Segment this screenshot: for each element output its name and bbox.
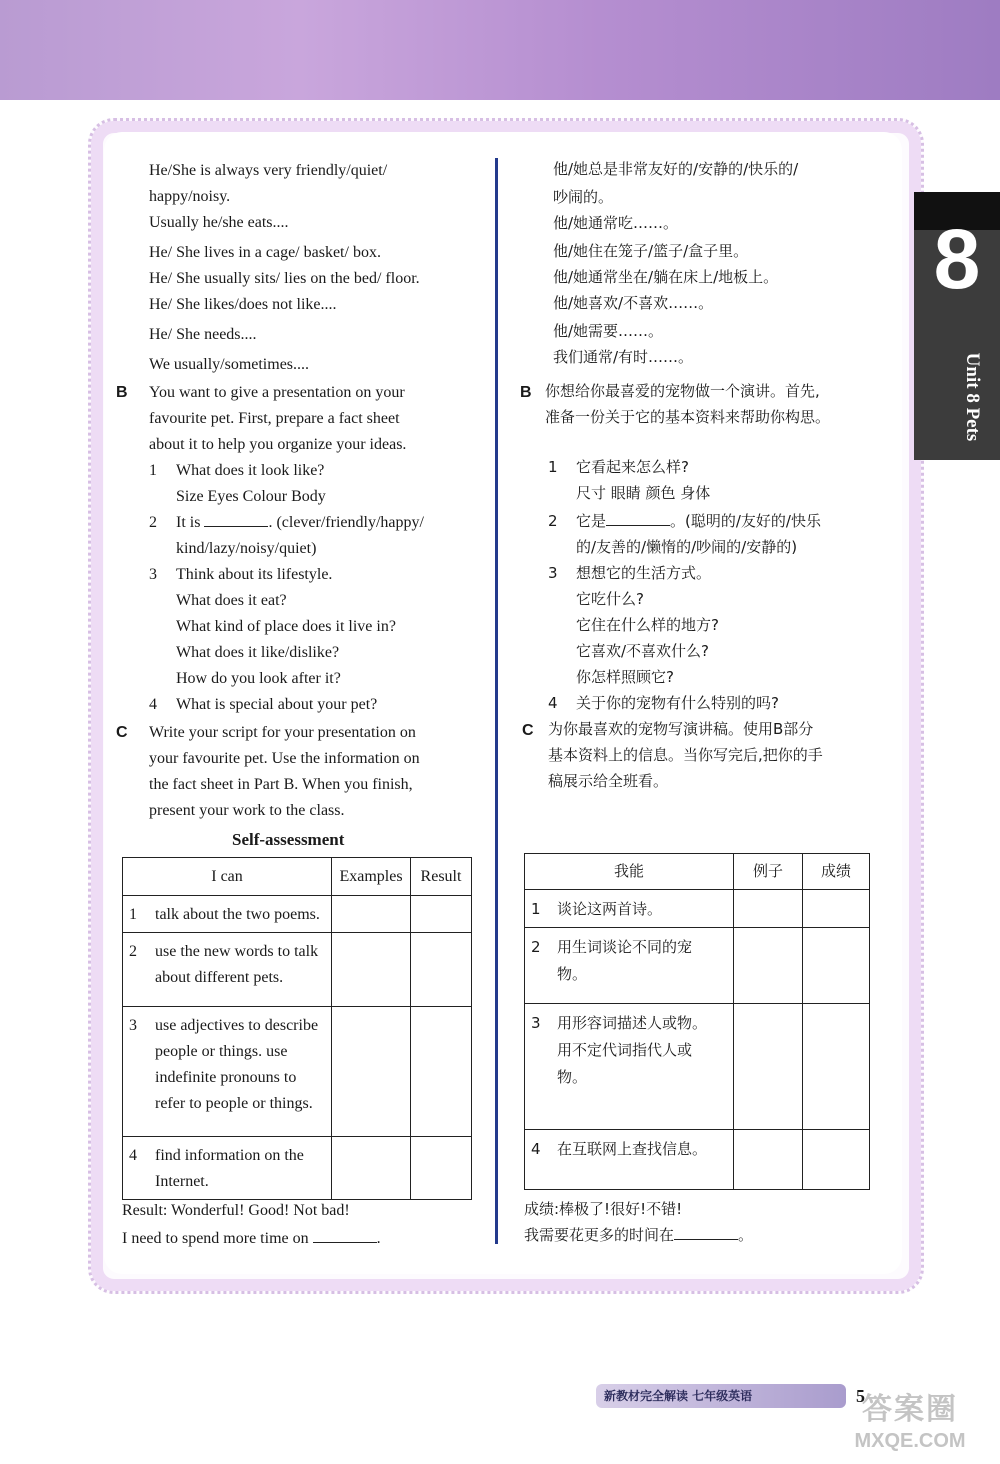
row-text: find information on the Internet. (155, 1147, 304, 1190)
table-row (123, 1007, 472, 1137)
right-q2 (576, 508, 821, 534)
right-spend-line: 我需要花更多的时间在 。 (524, 1222, 753, 1248)
table-row (525, 928, 870, 1004)
left-c-text-2: your favourite pet. Use the information on (149, 750, 420, 767)
left-result-line: Result: Wonderful! Good! Not bad! (122, 1202, 350, 1219)
right-c-text-1: 为你最喜欢的宠物写演讲稿。使用B部分 (548, 720, 814, 738)
result-cell[interactable] (411, 933, 472, 1007)
right-q3-sub-2: 它住在什么样的地方? (576, 616, 719, 634)
right-q1-num: 1 (548, 458, 558, 476)
left-line-1: He/She is always very friendly/quiet/ (149, 162, 388, 179)
right-q3-sub-1: 它吃什么? (576, 590, 644, 608)
left-c-text-3: the fact sheet in Part B. When you finish, (149, 776, 413, 793)
left-section-c-letter: C (116, 724, 128, 741)
left-q2-blank[interactable] (204, 510, 268, 527)
row-number: 1 (531, 900, 541, 918)
footer-book-title: 新教材完全解读 七年级英语 (604, 1389, 753, 1403)
row-text: 用生词谈论不同的宠物。 (557, 938, 693, 983)
row-text: use adjectives to describe people or things. use indefinite pronouns to refer to people or things. (155, 1017, 319, 1112)
table-row (525, 1130, 870, 1190)
left-line-5: He/ She usually sits/ lies on the bed/ floor. (149, 270, 420, 287)
left-spend-blank[interactable] (313, 1226, 377, 1243)
left-q3-sub-3: What does it like/dislike? (176, 644, 340, 661)
right-q3-sub-3: 它喜欢/不喜欢什么? (576, 642, 710, 660)
right-c-text-2: 基本资料上的信息。当你写完后,把你的手 (548, 746, 823, 764)
chapter-number: 8 (933, 212, 981, 306)
result-cell[interactable] (803, 1004, 870, 1130)
watermark-logo: 答案圈 (862, 1393, 958, 1426)
right-line-8: 我们通常/有时……。 (553, 348, 694, 366)
left-q2-cont: kind/lazy/noisy/quiet) (176, 540, 317, 557)
table-cell (123, 1137, 332, 1200)
table-cell (525, 890, 734, 928)
result-cell[interactable] (803, 928, 870, 1004)
left-q3-sub-1: What does it eat? (176, 592, 287, 609)
left-q3-sub-4: How do you look after it? (176, 670, 341, 687)
header-wo-neng: 我能 (525, 854, 734, 890)
table-row (525, 890, 870, 928)
right-q2-blank[interactable] (606, 509, 670, 526)
page-number: 5 (856, 1386, 865, 1406)
examples-cell[interactable] (734, 928, 803, 1004)
row-text: talk about the two poems. (155, 906, 320, 923)
right-q2-post: 。(聪明的/友好的/快乐 (670, 512, 821, 530)
left-line-6: He/ She likes/does not like.... (149, 296, 337, 313)
table-row (123, 933, 472, 1007)
left-spend-text: I need to spend more time on (122, 1230, 309, 1247)
left-q1: What does it look like? (176, 462, 325, 479)
examples-cell[interactable] (734, 1130, 803, 1190)
row-text: use the new words to talk about different pets. (155, 943, 319, 986)
left-section-b-letter: B (116, 384, 128, 401)
left-line-7: He/ She needs.... (149, 326, 257, 343)
watermark-url: MXQE.COM (854, 1430, 966, 1452)
left-q2-pre: It is (176, 514, 201, 531)
left-q3: Think about its lifestyle. (176, 566, 333, 583)
right-q4: 关于你的宠物有什么特别的吗? (576, 694, 779, 712)
column-divider (495, 158, 498, 1244)
right-result-line: 成绩:棒极了!很好!不错! (524, 1200, 683, 1218)
table-cell (525, 1130, 734, 1190)
right-q1-sub: 尺寸 眼睛 颜色 身体 (576, 484, 711, 502)
table-row (123, 1137, 472, 1200)
left-b-text-1: You want to give a presentation on your (149, 384, 405, 401)
right-line-2: 吵闹的。 (553, 188, 614, 206)
left-q1-sub: Size Eyes Colour Body (176, 488, 326, 505)
examples-cell[interactable] (332, 933, 411, 1007)
left-q4-num: 4 (149, 696, 157, 713)
examples-cell[interactable] (332, 896, 411, 933)
left-q2 (176, 510, 424, 536)
left-line-8: We usually/sometimes.... (149, 356, 310, 373)
header-i-can: I can (123, 858, 332, 896)
result-cell[interactable] (803, 890, 870, 928)
table-cell (123, 896, 332, 933)
examples-cell[interactable] (734, 890, 803, 928)
row-text: 在互联网上查找信息。 (557, 1140, 708, 1158)
left-q1-num: 1 (149, 462, 157, 479)
left-c-text-1: Write your script for your presentation on (149, 724, 416, 741)
right-line-4: 他/她住在笼子/篮子/盒子里。 (553, 242, 749, 260)
row-text: 谈论这两首诗。 (557, 900, 663, 918)
right-q2-pre: 它是 (576, 512, 607, 530)
header-chengji: 成绩 (803, 854, 870, 890)
header-examples: Examples (332, 858, 411, 896)
right-q1: 它看起来怎么样? (576, 458, 689, 476)
right-q3: 想想它的生活方式。 (576, 564, 712, 582)
row-number: 1 (129, 906, 137, 923)
left-b-text-2: favourite pet. First, prepare a fact sheet (149, 410, 400, 427)
right-line-5: 他/她通常坐在/躺在床上/地板上。 (553, 268, 779, 286)
right-q2-cont: 的/友善的/懒惰的/吵闹的/安静的) (576, 538, 798, 556)
table-cell (123, 933, 332, 1007)
result-cell[interactable] (411, 1137, 472, 1200)
row-text: 用形容词描述人或物。用不定代词指代人或物。 (557, 1014, 708, 1086)
examples-cell[interactable] (332, 1137, 411, 1200)
table-row (123, 896, 472, 933)
left-q2-post: . (clever/friendly/happy/ (268, 514, 424, 531)
self-assessment-table-zh (524, 853, 870, 1190)
right-b-text-2: 准备一份关于它的基本资料来帮助你构思。 (545, 408, 831, 426)
right-line-7: 他/她需要……。 (553, 322, 664, 340)
right-b-text-1: 你想给你最喜爱的宠物做一个演讲。首先, (545, 382, 820, 400)
right-spend-blank[interactable] (674, 1223, 738, 1240)
row-number: 2 (531, 938, 541, 956)
header-result: Result (411, 858, 472, 896)
right-section-c-letter: C (522, 722, 534, 739)
examples-cell[interactable] (734, 1004, 803, 1130)
row-number: 2 (129, 943, 137, 960)
left-spend-line: I need to spend more time on . (122, 1226, 381, 1252)
right-q3-num: 3 (548, 564, 558, 582)
row-number: 3 (531, 1014, 541, 1032)
watermark (826, 1392, 994, 1460)
table-cell (123, 1007, 332, 1137)
self-assessment-title: Self-assessment (232, 830, 345, 849)
header-lizi: 例子 (734, 854, 803, 890)
left-line-2: happy/noisy. (149, 188, 231, 205)
row-number: 3 (129, 1017, 137, 1034)
right-line-1: 他/她总是非常友好的/安静的/快乐的/ (553, 160, 799, 178)
self-assessment-table-en (122, 857, 472, 1200)
examples-cell[interactable] (332, 1007, 411, 1137)
left-c-text-4: present your work to the class. (149, 802, 345, 819)
right-q2-num: 2 (548, 512, 558, 530)
chapter-label: Unit 8 Pets (962, 352, 983, 442)
right-q3-sub-4: 你怎样照顾它? (576, 668, 674, 686)
result-cell[interactable] (411, 896, 472, 933)
row-number: 4 (531, 1140, 541, 1158)
right-section-b-letter: B (520, 384, 532, 401)
right-spend-text: 我需要花更多的时间在 (524, 1226, 675, 1244)
left-q3-sub-2: What kind of place does it live in? (176, 618, 396, 635)
table-row (525, 1004, 870, 1130)
right-line-3: 他/她通常吃……。 (553, 214, 679, 232)
left-q4: What is special about your pet? (176, 696, 378, 713)
right-q4-num: 4 (548, 694, 558, 712)
result-cell[interactable] (411, 1007, 472, 1137)
right-c-text-3: 稿展示给全班看。 (548, 772, 669, 790)
left-line-4: He/ She lives in a cage/ basket/ box. (149, 244, 381, 261)
table-cell (525, 1004, 734, 1130)
left-q3-num: 3 (149, 566, 157, 583)
left-b-text-3: about it to help you organize your ideas. (149, 436, 407, 453)
result-cell[interactable] (803, 1130, 870, 1190)
left-q2-num: 2 (149, 514, 157, 531)
left-line-3: Usually he/she eats.... (149, 214, 289, 231)
top-decorative-band (0, 0, 1000, 100)
table-cell (525, 928, 734, 1004)
row-number: 4 (129, 1147, 137, 1164)
right-line-6: 他/她喜欢/不喜欢……。 (553, 294, 714, 312)
